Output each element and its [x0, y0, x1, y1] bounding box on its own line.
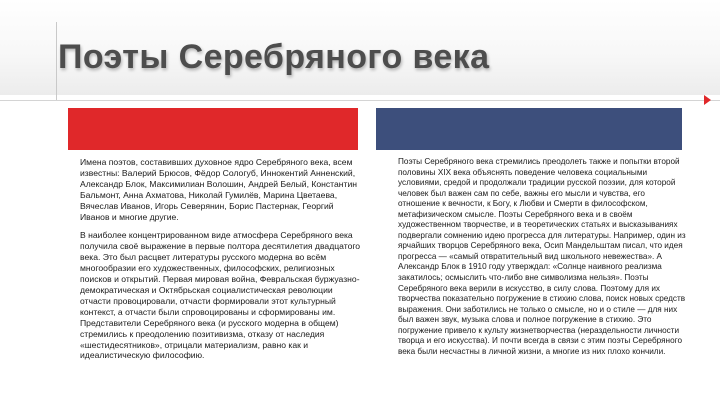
title-vertical-rule: [56, 22, 57, 100]
left-header-band: [68, 108, 358, 150]
right-paragraph-1: Поэты Серебряного века стремились преодолеть также и попытки второй половины XIX века объяснять поведение человека социальными условиями, средой и продолжали традиции русской поэзии, для которой человек был важен сам по себе, важны его мысли и чувства, его отношение к вечности, к Богу, к Любви и Смерти в философском, метафизическом смысле. Поэты Серебряного века и в своём художественном творчестве, и в теоретических статьях и высказываниях подвергали сомнению идею прогресса для литературы. Например, один из ярчайших творцов Серебряного века, Осип Мандельштам писал, что идея прогресса — «самый отвратительный вид школьного невежества». А Александр Блок в 1910 году утверждал: «Солнце наивного реализма закатилось; осмыслить что-либо вне символизма нельзя». Поэты Серебряного века верили в искусство, в силу слова. Поэтому для их творчества показательно погружение в стихию слова, поиск новых средств выражения. Они заботились не только о смысле, но и о стиле — для них был важен звук, музыка слова и полное погружение в стихию. Это погружение привело к культу жизнетворчества (нераздельности личности творца и его искусства). И почти всегда в связи с этим поэты Серебряного века были несчастны в личной жизни, а многие из них плохо кончили.: [398, 157, 686, 356]
left-paragraph-1: Имена поэтов, составивших духовное ядро Серебряного века, всем известны: Валерий Брюсов, Фёдор Сологуб, Иннокентий Анненский, Александр Блок, Максимилиан Волошин, Андрей Белый, Константин Бальмонт, Анна Ахматова, Николай Гумилёв, Марина Цветаева, Вячеслав Иванов, Игорь Северянин, Борис Пастернак, Георгий Иванов и многие другие.: [80, 157, 358, 222]
corner-arrow-icon: [704, 95, 711, 105]
left-text-column: [80, 157, 362, 369]
page-title: Поэты Серебряного века: [58, 38, 490, 76]
right-header-band: [376, 108, 682, 150]
right-text-column: [398, 157, 688, 357]
title-horizontal-rule: [0, 100, 720, 101]
left-paragraph-2: В наиболее концентрированном виде атмосфера Серебряного века получила своё выражение в первые полтора десятилетия двадцатого века. Это был расцвет литературы русского модерна во всём многообразии его художественных, философских, религиозных поисков и открытий. Первая мировая война, Февральская буржуазно-демократическая и Октябрьская социалистическая революции отчасти провоцировали, отчасти формировали этот культурный контекст, а отчасти были спровоцированы и сформированы им. Представители Серебряного века (и русского модерна в общем) стремились к преодолению позитивизма, отказу от наследия «шестидесятников», отрицали материализм, равно как и идеалистическую философию.: [80, 230, 361, 361]
